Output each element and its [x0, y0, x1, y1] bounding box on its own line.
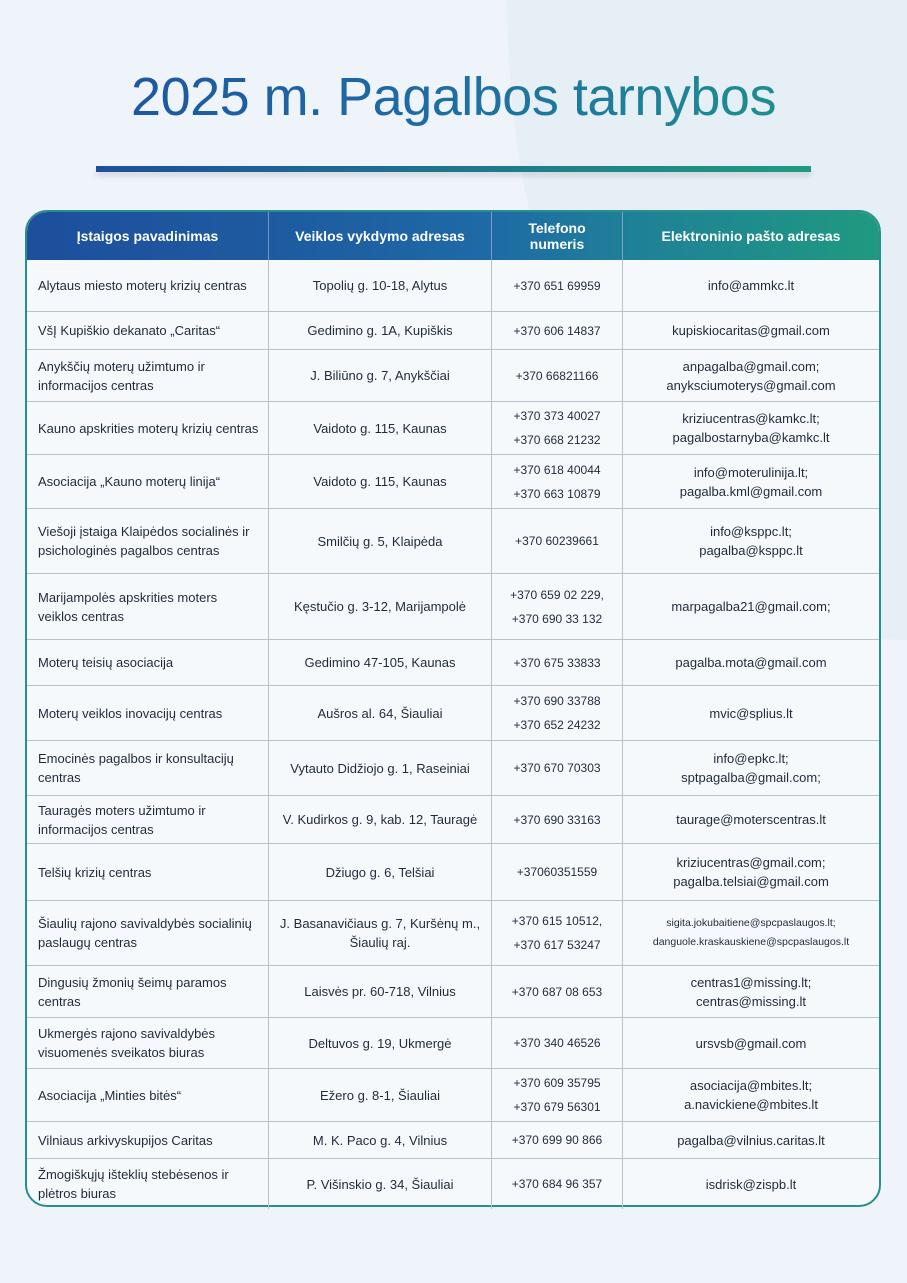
email-address[interactable]: centras@missing.lt: [695, 993, 806, 1009]
phone-number[interactable]: +370 618 40044: [513, 462, 601, 477]
table-row: [27, 686, 879, 741]
table-row: [27, 1069, 879, 1122]
phones: [492, 901, 623, 966]
phone-number[interactable]: +370 670 70303: [513, 761, 601, 775]
org-name: Alytaus miesto moterų krizių centras: [27, 260, 269, 312]
phone-number[interactable]: +370 617 53247: [513, 938, 601, 952]
emails: [623, 260, 879, 312]
table-row: [27, 574, 879, 640]
emails: [623, 312, 879, 350]
emails: [623, 966, 879, 1018]
phone-number[interactable]: +370 340 46526: [513, 1036, 601, 1050]
email-address[interactable]: isdrisk@zispb.lt: [705, 1176, 797, 1192]
emails: [623, 741, 879, 796]
table-row: [27, 402, 879, 455]
header-phone: Telefono numeris: [492, 212, 623, 260]
address: Vytauto Didžiojo g. 1, Raseiniai: [269, 741, 492, 796]
emails: [623, 402, 879, 455]
address: Vaidoto g. 115, Kaunas: [269, 402, 492, 455]
org-name: Žmogiškųjų išteklių stebėsenos ir plėtros biuras: [27, 1159, 269, 1209]
phone-number[interactable]: +370 652 24232: [513, 718, 601, 732]
phone-number[interactable]: +370 373 40027: [513, 409, 601, 423]
email-address[interactable]: pagalba.telsiai@gmail.com: [673, 874, 829, 889]
table-row: [27, 312, 879, 350]
org-name: Tauragės moters užimtumo ir informacijos centras: [27, 796, 269, 844]
address: Ežero g. 8-1, Šiauliai: [269, 1069, 492, 1122]
org-name: Viešoji įstaiga Klaipėdos socialinės ir psichologinės pagalbos centras: [27, 509, 269, 574]
email-address[interactable]: anyksciumoterys@gmail.com: [666, 377, 836, 393]
address: Džiugo g. 6, Telšiai: [269, 844, 492, 901]
table-row: [27, 1159, 879, 1209]
email-address[interactable]: taurage@moterscentras.lt: [676, 812, 826, 827]
phone-number[interactable]: +370 699 90 866: [511, 1133, 603, 1147]
emails: [623, 844, 879, 901]
phone-number[interactable]: +370 651 69959: [513, 278, 601, 293]
phone-number[interactable]: +370 615 10512,: [511, 914, 603, 928]
email-address[interactable]: kriziucentras@gmail.com;: [676, 855, 826, 870]
org-name: Emocinės pagalbos ir konsultacijų centras: [27, 741, 269, 796]
email-address[interactable]: kriziucentras@kamkc.lt;: [682, 411, 820, 426]
org-name: Ukmergės rajono savivaldybės visuomenės sveikatos biuras: [27, 1018, 269, 1069]
email-address[interactable]: sigita.jokubaitiene@spcpaslaugos.lt;: [666, 917, 836, 929]
emails: [623, 686, 879, 741]
phones: [492, 1159, 623, 1209]
email-address[interactable]: info@ksppc.lt;: [710, 524, 792, 539]
phones: [492, 260, 623, 312]
table-row: [27, 455, 879, 509]
org-name: Moterų teisių asociacija: [27, 640, 269, 686]
table-row: [27, 1018, 879, 1069]
emails: [623, 1069, 879, 1122]
email-address[interactable]: a.navickiene@mbites.lt: [684, 1097, 818, 1112]
org-name: Vilniaus arkivyskupijos Caritas: [27, 1122, 269, 1159]
address: Deltuvos g. 19, Ukmergė: [269, 1018, 492, 1069]
phones: [492, 844, 623, 901]
page-title: 2025 m. Pagalbos tarnybos: [0, 66, 907, 128]
table-row: [27, 741, 879, 796]
email-address[interactable]: info@epkc.lt;: [713, 751, 789, 766]
phone-number[interactable]: +370 687 08 653: [511, 984, 603, 999]
phone-number[interactable]: +370 690 33 132: [511, 611, 603, 626]
org-name: Marijampolės apskrities moters veiklos centras: [27, 574, 269, 640]
address: Smilčių g. 5, Klaipėda: [269, 509, 492, 574]
phone-number[interactable]: +370 659 02 229,: [510, 587, 604, 602]
address: Kęstučio g. 3-12, Marijampolė: [269, 574, 492, 640]
phone-number[interactable]: +370 690 33788: [513, 694, 601, 708]
emails: [623, 350, 879, 402]
email-address[interactable]: pagalba@ksppc.lt: [699, 543, 803, 558]
address: Gedimino 47-105, Kaunas: [269, 640, 492, 686]
address: Vaidoto g. 115, Kaunas: [269, 455, 492, 509]
email-address[interactable]: sptpagalba@gmail.com;: [681, 770, 821, 785]
phone-number[interactable]: +370 690 33163: [513, 812, 601, 827]
address: J. Biliūno g. 7, Anykščiai: [269, 350, 492, 402]
emails: [623, 796, 879, 844]
table-row: [27, 350, 879, 402]
phones: [492, 741, 623, 796]
email-address[interactable]: ursvsb@gmail.com: [695, 1035, 807, 1051]
phone-number[interactable]: +370 663 10879: [513, 486, 601, 501]
org-name: Šiaulių rajono savivaldybės socialinių paslaugų centras: [27, 901, 269, 966]
email-address[interactable]: danguole.kraskauskiene@spcpaslaugos.lt: [652, 936, 850, 948]
phones: [492, 796, 623, 844]
phones: [492, 1018, 623, 1069]
email-address[interactable]: anpagalba@gmail.com;: [682, 358, 820, 374]
address: Laisvės pr. 60-718, Vilnius: [269, 966, 492, 1018]
email-address[interactable]: mvic@splius.lt: [709, 705, 793, 721]
address: Aušros al. 64, Šiauliai: [269, 686, 492, 741]
phone-number[interactable]: +37060351559: [516, 865, 598, 879]
email-address[interactable]: kupiskiocaritas@gmail.com: [672, 323, 830, 338]
phone-number[interactable]: +370 684 96 357: [511, 1177, 603, 1191]
emails: [623, 1018, 879, 1069]
email-address[interactable]: pagalbostarnyba@kamkc.lt: [672, 430, 830, 445]
emails: [623, 640, 879, 686]
email-address[interactable]: info@moterulinija.lt;: [693, 464, 809, 480]
table-row: [27, 966, 879, 1018]
phone-number[interactable]: +370 60239661: [515, 534, 599, 548]
services-table: [27, 212, 879, 1209]
table-row: [27, 844, 879, 901]
header-name: Įstaigos pavadinimas: [27, 212, 269, 260]
phone-number[interactable]: +370 606 14837: [513, 323, 601, 338]
header-email: Elektroninio pašto adresas: [623, 212, 879, 260]
table-row: [27, 1122, 879, 1159]
phones: [492, 350, 623, 402]
org-name: Kauno apskrities moterų krizių centras: [27, 402, 269, 455]
org-name: VšĮ Kupiškio dekanato „Caritas“: [27, 312, 269, 350]
phones: [492, 574, 623, 640]
phone-number[interactable]: +370 66821166: [515, 368, 599, 383]
email-address[interactable]: centras1@missing.lt;: [690, 974, 812, 990]
phones: [492, 966, 623, 1018]
email-address[interactable]: marpagalba21@gmail.com;: [671, 599, 831, 614]
phones: [492, 1069, 623, 1122]
address: Topolių g. 10-18, Alytus: [269, 260, 492, 312]
address: Gedimino g. 1A, Kupiškis: [269, 312, 492, 350]
table-header-row: [27, 212, 879, 260]
table-row: [27, 640, 879, 686]
org-name: Moterų veiklos inovacijų centras: [27, 686, 269, 741]
emails: [623, 901, 879, 966]
org-name: Dingusių žmonių šeimų paramos centras: [27, 966, 269, 1018]
address: M. K. Paco g. 4, Vilnius: [269, 1122, 492, 1159]
phone-number[interactable]: +370 668 21232: [513, 433, 601, 447]
phones: [492, 402, 623, 455]
email-address[interactable]: asociacija@mbites.lt;: [689, 1078, 813, 1093]
address: V. Kudirkos g. 9, kab. 12, Tauragė: [269, 796, 492, 844]
org-name: Asociacija „Kauno moterų linija“: [27, 455, 269, 509]
table-row: [27, 901, 879, 966]
table-row: [27, 260, 879, 312]
emails: [623, 1159, 879, 1209]
table-row: [27, 509, 879, 574]
email-address[interactable]: pagalba.mota@gmail.com: [675, 655, 827, 670]
phones: [492, 455, 623, 509]
emails: [623, 574, 879, 640]
phones: [492, 509, 623, 574]
emails: [623, 455, 879, 509]
services-table-card: [25, 210, 881, 1207]
header-address: Veiklos vykdymo adresas: [269, 212, 492, 260]
phones: [492, 312, 623, 350]
email-address[interactable]: pagalba@vilnius.caritas.lt: [677, 1132, 825, 1148]
phones: [492, 1122, 623, 1159]
phone-number[interactable]: +370 609 35795: [513, 1076, 601, 1090]
email-address[interactable]: info@ammkc.lt: [707, 278, 795, 293]
address: P. Višinskio g. 34, Šiauliai: [269, 1159, 492, 1209]
phone-number[interactable]: +370 679 56301: [513, 1100, 601, 1114]
table-row: [27, 796, 879, 844]
emails: [623, 1122, 879, 1159]
address: J. Basanavičiaus g. 7, Kuršėnų m., Šiaulių raj.: [269, 901, 492, 966]
email-address[interactable]: pagalba.kml@gmail.com: [679, 483, 823, 499]
org-name: Anykščių moterų užimtumo ir informacijos centras: [27, 350, 269, 402]
emails: [623, 509, 879, 574]
title-divider: [96, 166, 811, 172]
org-name: Telšių krizių centras: [27, 844, 269, 901]
phones: [492, 640, 623, 686]
phone-number[interactable]: +370 675 33833: [513, 655, 601, 670]
phones: [492, 686, 623, 741]
org-name: Asociacija „Minties bitės“: [27, 1069, 269, 1122]
